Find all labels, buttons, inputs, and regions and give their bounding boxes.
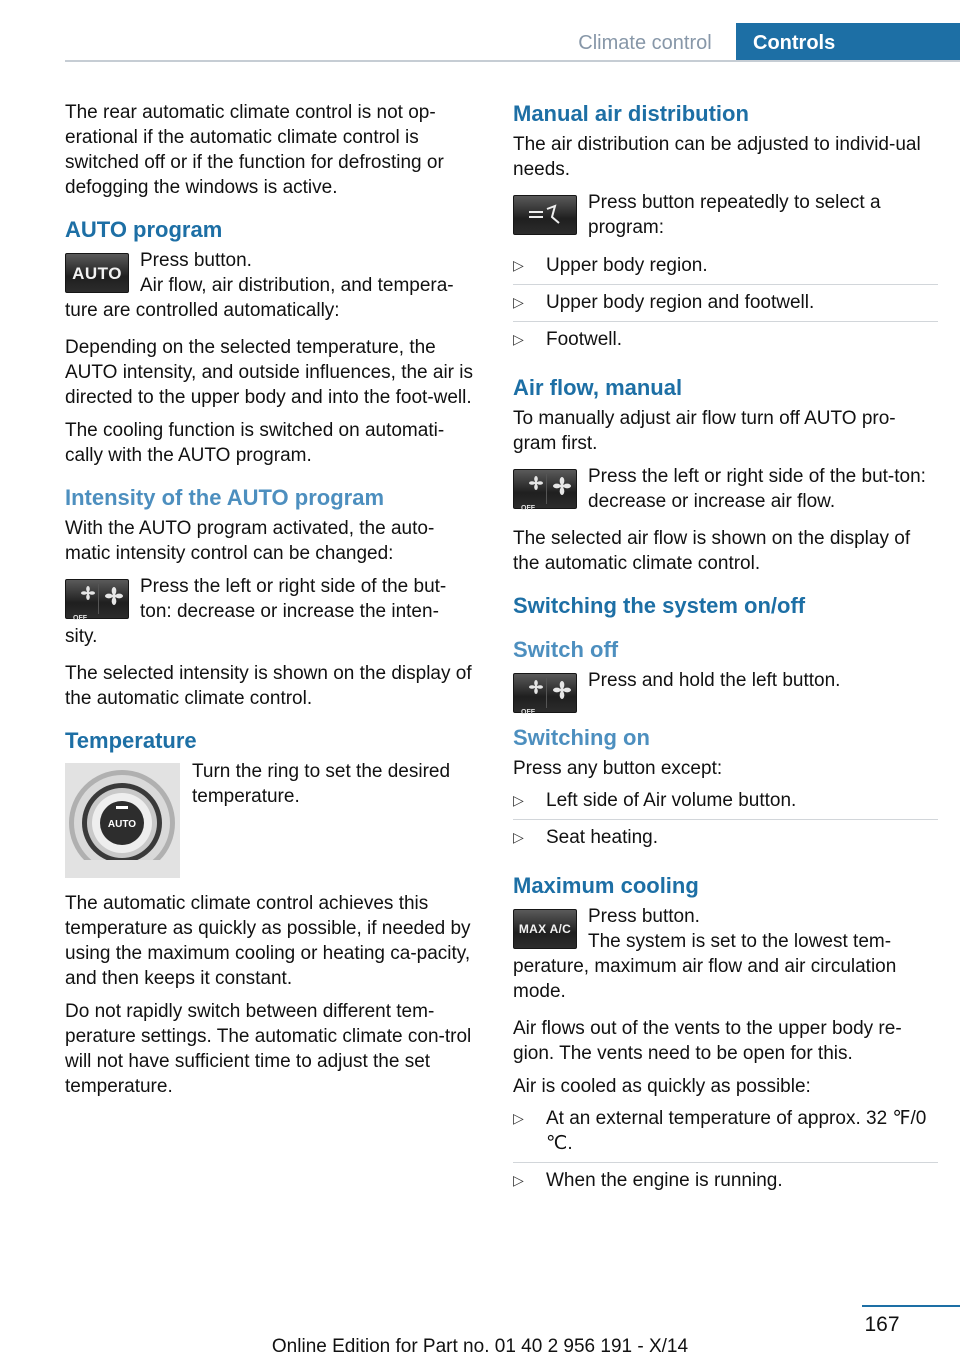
air-flow-text: Press the left or right side of the but-ton: decrease or increase air flow. [588, 466, 926, 512]
footer-rule [862, 1305, 960, 1307]
air-flow-row [513, 464, 938, 514]
svg-text:AUTO: AUTO [107, 819, 137, 830]
temperature-row [65, 759, 477, 877]
list-item: ▷ Left side of Air volume button. [513, 783, 938, 820]
max-cooling-list [513, 1101, 938, 1199]
air-distribution-button-icon [513, 195, 577, 235]
auto-program-row [65, 248, 477, 298]
manual-air-text: Press button repeatedly to select a program: [588, 192, 881, 238]
small-fan-icon [529, 680, 543, 694]
triangle-bullet-icon: ▷ [513, 1110, 524, 1126]
large-fan-icon [105, 587, 123, 605]
small-fan-icon [81, 586, 95, 600]
manual-air-heading: Manual air distribution [513, 101, 749, 126]
air-distribution-icon [525, 203, 565, 227]
triangle-bullet-icon: ▷ [513, 1172, 524, 1188]
triangle-bullet-icon: ▷ [513, 331, 524, 347]
page-number: 167 [864, 1313, 900, 1336]
intensity-text: Press the left or right side of the but-ton: decrease or increase the inten- [140, 576, 447, 622]
switch-off-text: Press and hold the left button. [588, 670, 841, 691]
temperature-heading: Temperature [65, 728, 197, 753]
air-flow-paragraph: The selected air flow is shown on the display of the automatic climate control. [513, 528, 911, 574]
switching-on-list [513, 783, 938, 856]
switching-on-intro: Press any button except: [513, 758, 723, 779]
auto-press-text: Press button. [140, 250, 252, 271]
list-item: ▷ Upper body region and footwell. [513, 285, 938, 322]
switch-off-row [513, 668, 938, 716]
header-rule [65, 60, 960, 62]
triangle-bullet-icon: ▷ [513, 294, 524, 310]
triangle-bullet-icon: ▷ [513, 829, 524, 845]
edition-footer: Online Edition for Part no. 01 40 2 956 191 - X/14 [271, 1336, 689, 1357]
list-item: ▷ Upper body region. [513, 248, 938, 285]
intensity-row [65, 574, 477, 624]
switch-off-heading: Switch off [513, 637, 619, 662]
max-cooling-desc-line: The system is set to the lowest tem- [588, 931, 892, 952]
triangle-bullet-icon: ▷ [513, 257, 524, 273]
list-item: ▷ When the engine is running. [513, 1170, 783, 1191]
intensity-intro: With the AUTO program activated, the auto-matic intensity control can be changed: [65, 518, 435, 564]
intro-paragraph: The rear automatic climate control is not op-erational if the automatic climate control is switched off or if the function for defrosting or defogging the windows is active. [65, 102, 444, 198]
large-fan-icon [553, 477, 571, 495]
auto-desc-cont: ture are controlled automatically: [65, 300, 340, 321]
manual-air-row [513, 190, 938, 240]
auto-paragraph-2: The cooling function is switched on automati-cally with the AUTO program. [65, 420, 445, 466]
fan-button-icon: OFF [513, 673, 577, 713]
list-item: ▷ Seat heating. [513, 827, 658, 848]
list-item: ▷ At an external temperature of approx. 32 ℉/0 ℃. [513, 1101, 938, 1163]
temperature-text: Turn the ring to set the desired temperature. [192, 761, 451, 807]
max-cooling-desc-cont: perature, maximum air flow and air circulation mode. [513, 956, 897, 1002]
list-item: ▷ Footwell. [513, 329, 623, 350]
max-cooling-paragraph-2: Air is cooled as quickly as possible: [513, 1076, 811, 1097]
max-cooling-paragraph-1: Air flows out of the vents to the upper body re-gion. The vents need to be open for this. [513, 1018, 902, 1064]
intensity-text-cont: sity. [65, 626, 98, 647]
intensity-heading: Intensity of the AUTO program [65, 485, 385, 510]
fan-button-icon: OFF [513, 469, 577, 509]
intensity-paragraph: The selected intensity is shown on the display of the automatic climate control. [65, 663, 472, 709]
auto-program-heading: AUTO program [65, 217, 223, 242]
left-column [65, 100, 477, 1107]
switching-on-heading: Switching on [513, 725, 650, 750]
auto-desc-line: Air flow, air distribution, and tempera- [140, 275, 454, 296]
max-ac-button-icon: MAX A/C [513, 909, 577, 949]
header-chapter-tab: Controls [736, 23, 960, 62]
max-cooling-heading: Maximum cooling [513, 873, 699, 898]
manual-air-intro: The air distribution can be adjusted to individ-ual needs. [513, 134, 921, 180]
large-fan-icon [553, 681, 571, 699]
temperature-dial-image [65, 763, 180, 878]
air-flow-heading: Air flow, manual [513, 375, 683, 400]
temperature-paragraph-1: The automatic climate control achieves this temperature as quickly as possible, if needed by using the maximum cooling or heating ca-pacity, and then keeps it constant. [65, 893, 471, 989]
air-flow-intro: To manually adjust air flow turn off AUTO pro-gram first. [513, 408, 896, 454]
auto-paragraph-1: Depending on the selected temperature, the AUTO intensity, and outside influences, the air is directed to the upper body and into the foot-well. [65, 337, 474, 408]
switching-heading: Switching the system on/off [513, 593, 806, 618]
fan-button-icon: OFF [65, 579, 129, 619]
triangle-bullet-icon: ▷ [513, 792, 524, 808]
manual-air-list [513, 248, 938, 358]
header-section-tab: Climate control [578, 32, 712, 54]
right-column [513, 100, 938, 1203]
max-cooling-row [513, 904, 938, 954]
max-cooling-press-text: Press button. [588, 906, 700, 927]
small-fan-icon [529, 476, 543, 490]
auto-button-icon: AUTO [65, 253, 129, 293]
temperature-paragraph-2: Do not rapidly switch between different tem-perature settings. The automatic climate con-trol will not have sufficient time to adjust the set temperature. [65, 1001, 472, 1097]
